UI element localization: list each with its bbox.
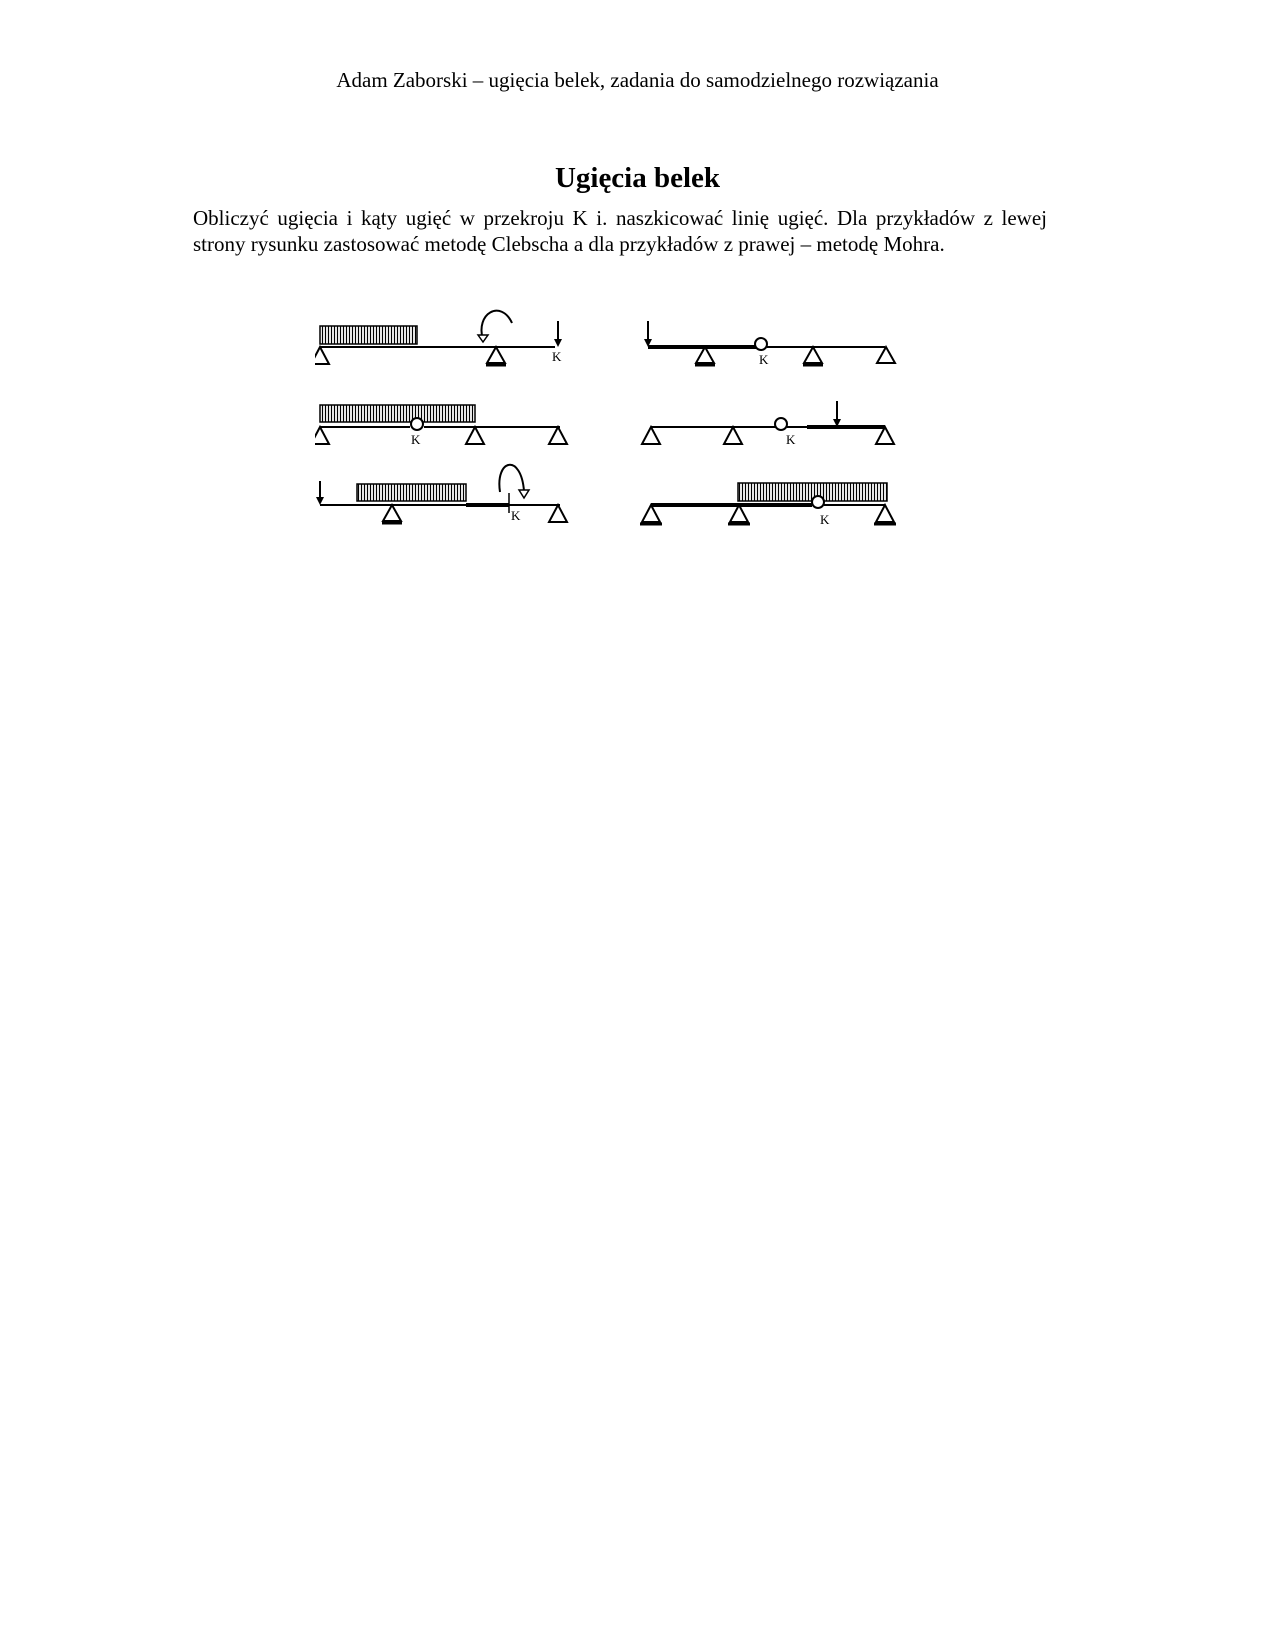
roller-support (383, 505, 401, 521)
pin-support (642, 427, 660, 444)
moment-load (499, 465, 524, 492)
roller-support (877, 347, 895, 363)
beam-diagram-1 (315, 311, 562, 365)
beam-diagrams-figure (315, 305, 955, 565)
beam-diagram-6 (640, 483, 896, 527)
pin-support (466, 427, 484, 444)
beam-diagram-3 (315, 405, 567, 447)
pin-support (724, 427, 742, 444)
page-title: Ugięcia belek (554, 162, 721, 194)
pin-support (549, 427, 567, 444)
pin-support (876, 505, 894, 522)
roller-support (696, 347, 714, 363)
section-k-label: K (759, 352, 769, 367)
hinge (411, 418, 423, 430)
pin-support (315, 347, 329, 364)
page-header: Adam Zaborski – ugięcia belek, zadania do samodzielnego rozwiązania (336, 68, 939, 92)
distributed-load (320, 405, 475, 422)
distributed-load (357, 484, 466, 501)
pin-support (876, 427, 894, 444)
pin-support (730, 505, 748, 522)
roller-support (487, 347, 505, 363)
section-k-label: K (511, 508, 521, 523)
roller-support (804, 347, 822, 363)
beam-diagram-4 (642, 401, 894, 447)
section-k-label: K (786, 432, 796, 447)
section-k-label: K (820, 512, 830, 527)
hinge (775, 418, 787, 430)
pin-support (549, 505, 567, 522)
beam-diagram-5 (316, 465, 567, 523)
hinge (812, 496, 824, 508)
pin-support (315, 427, 329, 444)
distributed-load (320, 326, 417, 344)
pin-support (642, 505, 660, 522)
section-k-label: K (411, 432, 421, 447)
section-k-label: K (552, 349, 562, 364)
hinge (755, 338, 767, 350)
instructions-paragraph: Obliczyć ugięcia i kąty ugięć w przekroju K i. naszkicować linię ugięć. Dla przykładów z lewej strony rysunku zastosować metodę Clebscha a dla przykładów z prawej – metodę Mohra. (193, 206, 1047, 256)
beam-diagram-2 (644, 321, 895, 367)
